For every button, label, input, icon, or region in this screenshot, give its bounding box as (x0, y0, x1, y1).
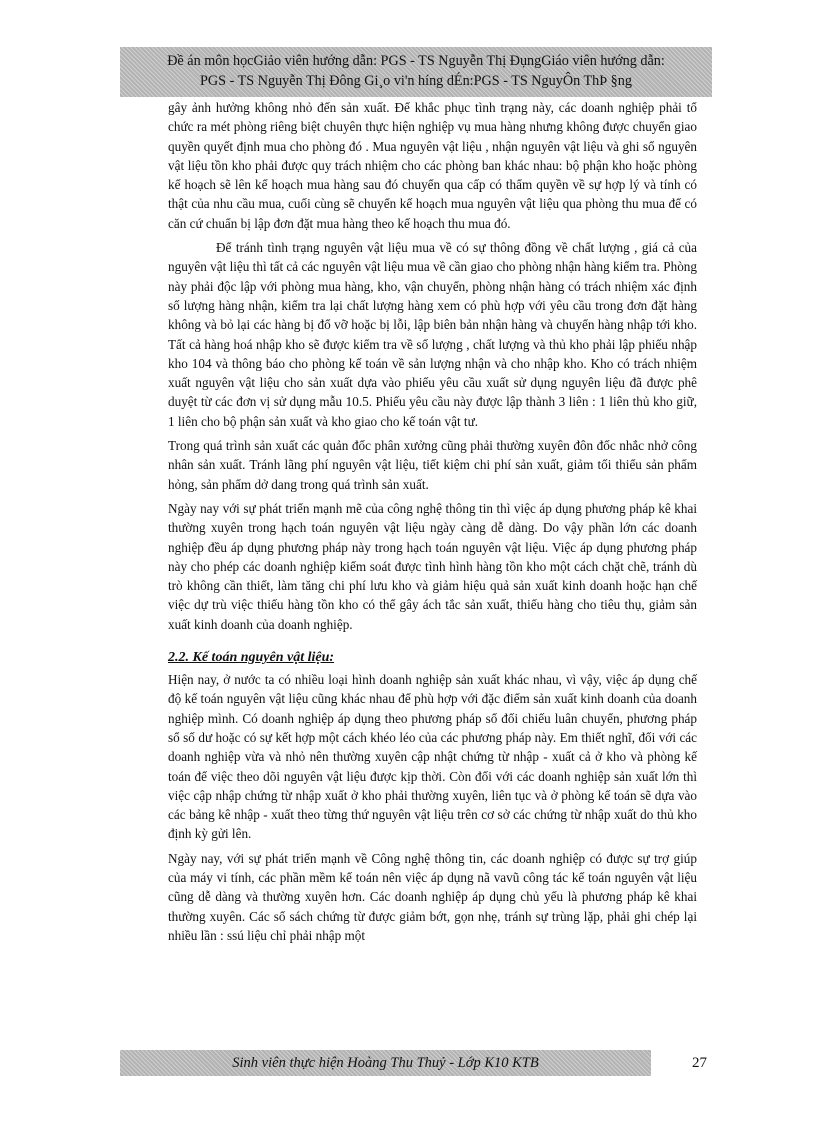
paragraph: Trong quá trình sản xuất các quản đốc phân xưởng cũng phải thường xuyên đôn đốc nhắc nhở công nhân sản xuất. Tránh lãng phí nguyên vật liệu, tiết kiệm chi phí sản xuất, giảm tối thiểu sản phẩm hỏng, sản phẩm dở dang trong quá trình sản xuất. (168, 438, 697, 492)
section-heading (168, 648, 697, 668)
paragraph: Để tránh tình trạng nguyên vật liệu mua về có sự thông đồng về chất lượng , giá cả của nguyên vật liệu thì tất cả các nguyên vật liệu mua về cần giao cho phòng nhận hàng kiểm tra. Phòng này phải độc lập với phòng mua hàng, kho, vận chuyển, phòng nhận hàng có trách nhiệm xác định số lượng hàng nhận, kiểm tra lại chất lượng hàng xem có phù hợp với yêu cầu trong đơn đặt hàng không và bỏ lại các hàng bị đổ vỡ hoặc bị lỗi, lập biên bản nhận hàng và chuyển hàng nhập tới kho. Tất cả hàng hoá nhập kho sẽ được kiểm tra về số lượng , chất lượng và thủ kho phải lập phiếu nhập kho 104 và thông báo cho phòng kế toán về sản lượng nhận và cho nhập kho. Kho có trách nhiệm xuất nguyên vật liệu cho sản xuất dựa vào phiếu yêu cầu xuất sử dụng nguyên liệu đã được phê duyệt từ các đơn vị sử dụng mẫu 10.5. Phiếu yêu cầu này được lập thành 3 liên : 1 liên thủ kho giữ, 1 liên cho bộ phận sản xuất và kho giao cho kế toán vật tư. (168, 240, 697, 429)
page-footer (120, 1050, 651, 1076)
paragraph: Hiện nay, ở nước ta có nhiều loại hình doanh nghiệp sản xuất khác nhau, vì vậy, việc áp dụng chế độ kế toán nguyên vật liệu cũng khác nhau để phù hợp với đặc điểm sản xuất kinh doanh của doanh nghiệp mình. Có doanh nghiệp áp dụng theo phương pháp sổ đối chiếu luân chuyển, phương pháp sổ số dư hoặc có sự kết hợp một cách khéo léo của các phương pháp này. Em thiết nghĩ, đối với các doanh nghiệp vừa và nhỏ nên thường xuyên cập nhật chứng từ nhập - xuất cả ở kho và phòng kế toán để việc theo dõi nguyên vật liệu được kịp thời. Còn đối với các doanh nghiệp sản xuất lớn thì việc cập nhập chứng từ nhập xuất ở kho phải thường xuyên, liên tục và ở phòng kế toán sẽ dựa vào các bảng kê nhập - xuất theo từng thứ nguyên vật liệu trên cơ sở các chứng từ nhập xuất do thủ kho định kỳ gửi lên. (168, 672, 697, 842)
header-line-1: Đề án môn họcGiảo viên hướng dẫn: PGS - TS Nguyễn Thị ĐụngGiáo viên hướng dẫn: (167, 53, 665, 69)
paragraph: Ngày nay với sự phát triển mạnh mẽ của công nghệ thông tin thì việc áp dụng phương pháp kê khai thường xuyên trong hạch toán nguyên vật liệu ngày càng dễ dàng. Do vậy phần lớn các doanh nghiệp đều áp dụng phương pháp này trong hạch toán nguyên vật liệu. Việc áp dụng phương pháp này cho phép các doanh nghiệp kiểm soát được tình hình hàng tồn kho một cách chặt chẽ, tránh dù trò không cần thiết, làm tăng chi phí lưu kho và giảm hiệu quả sản xuất kinh doanh hoặc hạn chế việc dự trù việc thiếu hàng tồn kho có thể gây ách tắc sản xuất, thiếu hàng cho tiêu thụ, giảm sản xuất kinh doanh của doanh nghiệp. (168, 500, 697, 632)
paragraph: Ngày nay, với sự phát triển mạnh về Công nghệ thông tin, các doanh nghiệp có được sự trợ giúp của máy vi tính, các phần mềm kế toán nên việc áp dụng nã vavũ công tác kế toán nguyên vật liệu cũng dễ dàng và thường xuyên hơn. Các doanh nghiệp áp dụng chủ yếu là phương pháp kê khai thường xuyên. Các sổ sách chứng từ được giảm bớt, gọn nhẹ, tránh sự trùng lặp, phải ghi chép lại nhiều lần : ssú liệu chỉ phải nhập một (168, 850, 697, 943)
page-header (120, 47, 712, 97)
header-line-2: PGS - TS Nguyễn Thị Đông Gi¸o vi'n híng dÉn:PGS - TS NguyÔn ThÞ §ng (200, 73, 632, 89)
paragraph: gây ảnh hưởng không nhỏ đến sản xuất. Để khắc phục tình trạng này, các doanh nghiệp phải tổ chức ra mét phòng riêng biệt chuyên thực hiện nghiệp vụ mua hàng nhưng không được chuyển giao quyền quyết định mua cho phòng đó . Mua nguyên vật liệu , nhận nguyên vật liệu và ghi sổ nguyên vật liệu tồn kho phải được quy trách nhiệm cho các phòng ban khác nhau: bộ phận kho hoặc phòng kế hoạch sẽ lên kế hoạch mua hàng sau đó chuyển qua cấp có thẩm quyền về sự hợp lý và tính có thật của nhu cầu mua, cuối cùng sẽ chuyển kế hoạch mua nguyên vật liệu qua phòng thu mua để có căn cứ chuẩn bị lập đơn đặt mua hàng theo kế hoạch thu mua đó. (168, 100, 697, 231)
page-number: 27 (692, 1055, 707, 1071)
document-body (168, 98, 697, 950)
section-heading-text: 2.2. Kế toán nguyên vật liệu: (168, 650, 335, 666)
footer-text: Sinh viên thực hiện Hoàng Thu Thuỷ - Lớp K10 KTB (232, 1055, 539, 1071)
